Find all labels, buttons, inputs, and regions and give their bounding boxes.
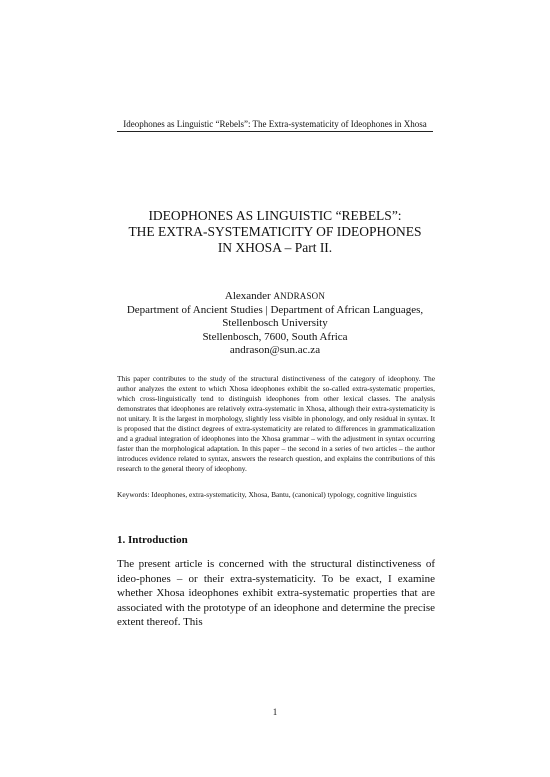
author-block bbox=[100, 290, 450, 358]
page-number: 1 bbox=[272, 707, 278, 717]
section-heading: 1. Introduction bbox=[117, 534, 188, 546]
abstract: This paper contributes to the study of the structural distinctiveness of the category of ideophony. The author analyzes the extent to which Xhosa ideophones exhibit the so-called extra-systematic properties, which cross-linguistically tend to distinguish ideophones from other lexical classes. The analysis demonstrates that ideophones are relatively extra-systematic in Xhosa, although their extra-systematicity is not unitary. It is the largest in morphology, slightly less visible in phonology, and only residual in syntax. It is proposed that the distinct degrees of extra-systematicity are related to differences in grammaticalization and a gradual integration of ideophones into the Xhosa grammar – with the adjustment in syntax occurring faster than the morphological adaptation. In this paper – the second in a series of two articles – the author introduces evidence related to syntax, answers the research question, and explains the contributions of this research to the general theory of ideophony. bbox=[117, 374, 435, 473]
author-email: andrason@sun.ac.za bbox=[229, 344, 321, 356]
author-university: Stellenbosch University bbox=[222, 317, 328, 329]
author-first-name: Alexander bbox=[224, 290, 271, 302]
title-line-3: IN XHOSA – Part II. bbox=[217, 240, 333, 255]
title-line-2: THE EXTRA-SYSTEMATICITY OF IDEOPHONES bbox=[128, 224, 422, 239]
author-address: Stellenbosch, 7600, South Africa bbox=[202, 330, 348, 343]
article-title bbox=[100, 208, 450, 256]
keywords bbox=[117, 490, 435, 500]
running-head: Ideophones as Linguistic “Rebels”: The Extra-systematicity of Ideophones in Xhosa bbox=[123, 119, 427, 129]
author-surname: ANDRASON bbox=[273, 291, 326, 301]
keywords-text: Ideophones, extra-systematicity, Xhosa, Bantu, (canonical) typology, cognitive linguistics bbox=[149, 490, 417, 499]
author-department: Department of Ancient Studies | Department of African Languages, bbox=[126, 303, 424, 316]
header-rule bbox=[117, 131, 433, 132]
author-name bbox=[100, 290, 450, 304]
title-line-1: IDEOPHONES AS LINGUISTIC “REBELS”: bbox=[148, 208, 402, 223]
body-paragraph: The present article is concerned with the structural distinctiveness of ideo-phones – or their extra-systematicity. To be exact, I examine whether Xhosa ideophones exhibit extra-systematic properties that are associated with the prototype of an ideophone and determine the precise extent thereof. This bbox=[117, 558, 435, 628]
keywords-label: Keywords: bbox=[117, 490, 150, 499]
